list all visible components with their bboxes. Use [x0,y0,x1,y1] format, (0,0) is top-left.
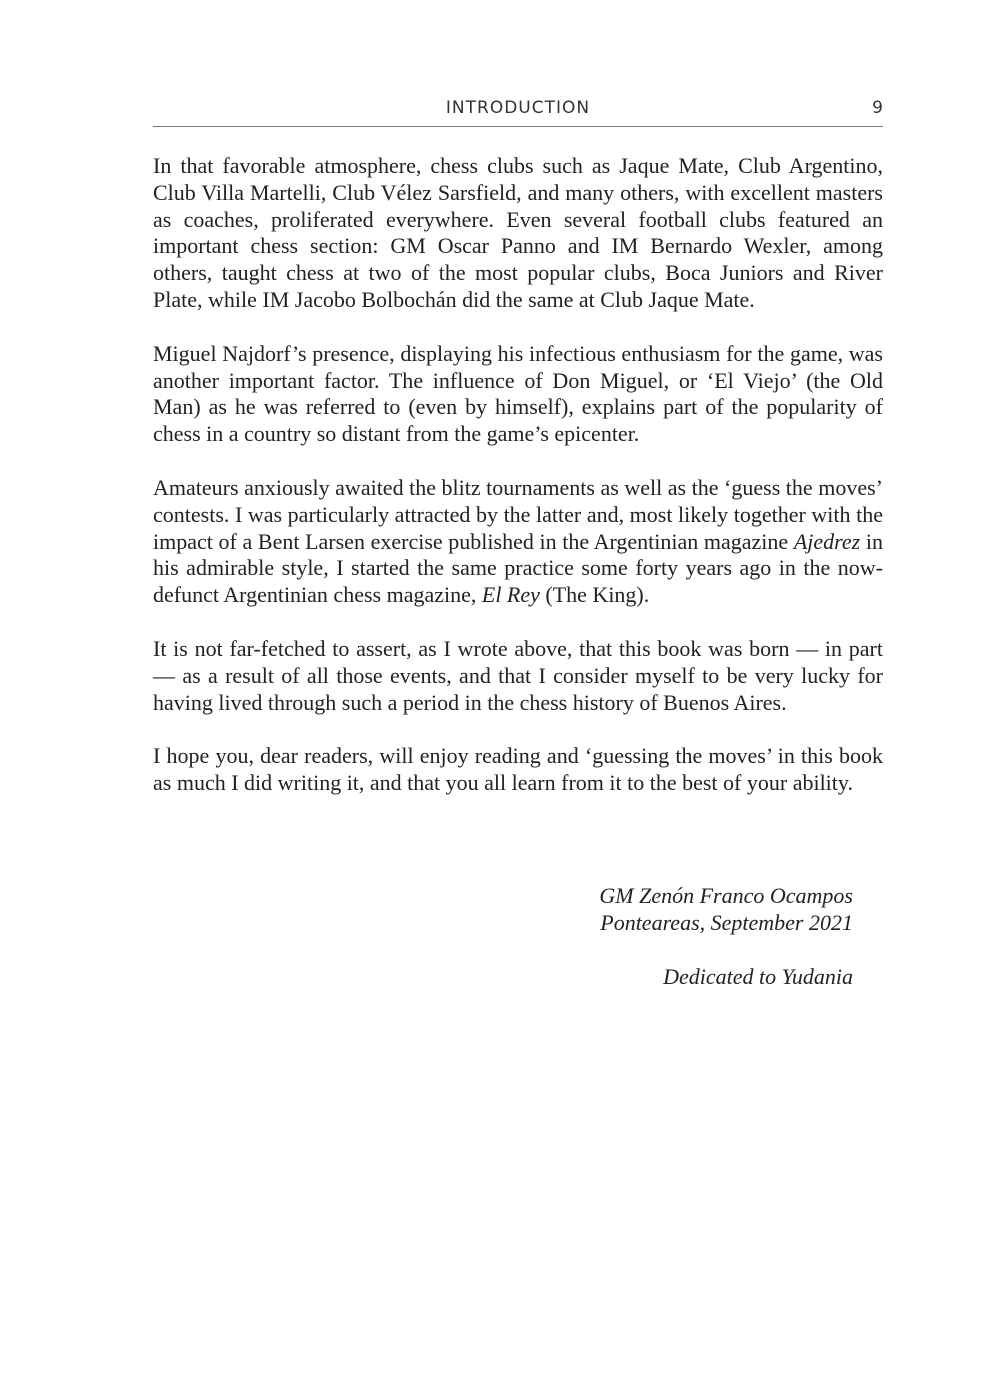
signature-block [153,883,853,937]
place-and-date: Ponteareas, September 2021 [600,909,853,935]
magazine-title-el-rey: El Rey [481,582,540,608]
paragraph-3 [153,475,883,609]
author-name: GM Zenón Franco Ocampos [599,883,853,908]
paragraph-2: Miguel Najdorf’s presence, displaying his infectious enthusiasm for the game, was another important factor. The influence of Don Miguel, or ‘El Viejo’ (the Old Man) as he was referred to (even by himself), explains part of the popularity of chess in a country so distant from the game’s epicenter. [153,340,883,447]
paragraph-5: I hope you, dear readers, will enjoy reading and ‘guessing the moves’ in this book as much I did writing it, and that you all learn from it to the best of your ability. [153,743,883,796]
running-head [153,96,883,127]
paragraph-3-part-c: (The King). [539,582,650,608]
dedication: Dedicated to Yudania [663,964,853,989]
section-title: INTRODUCTION [445,98,591,118]
magazine-title-ajedrez: Ajedrez [793,528,861,554]
paragraph-3-part-a: Amateurs anxiously awaited the blitz tournaments as well as the ‘guess the moves’ contests. I was particularly attracted by the latter and, most likely together with the impact of a Bent Larsen exercise published in the Argentinian magazine [153,474,883,554]
body-text [153,153,883,824]
page-number: 9 [872,98,883,118]
paragraph-1: In that favorable atmosphere, chess clubs such as Jaque Mate, Club Argentino, Club Villa Martelli, Club Vélez Sarsfield, and many others, with excellent masters as coaches, proliferated everywhere. Even several football clubs featured an important chess section: GM Oscar Panno and IM Bernardo Wexler, among others, taught chess at two of the most popular clubs, Boca Juniors and River Plate, while IM Jacobo Bolbochán did the same at Club Jaque Mate. [153,153,883,312]
paragraph-3-part-b: in his admirable style, I started the same practice some forty years ago in the now-defunct Argentinian chess magazine, [153,528,883,608]
paragraph-4: It is not far-fetched to assert, as I wrote above, that this book was born — in part — as a result of all those events, and that I consider myself to be very lucky for having lived through such a period in the chess history of Buenos Aires. [153,635,883,715]
